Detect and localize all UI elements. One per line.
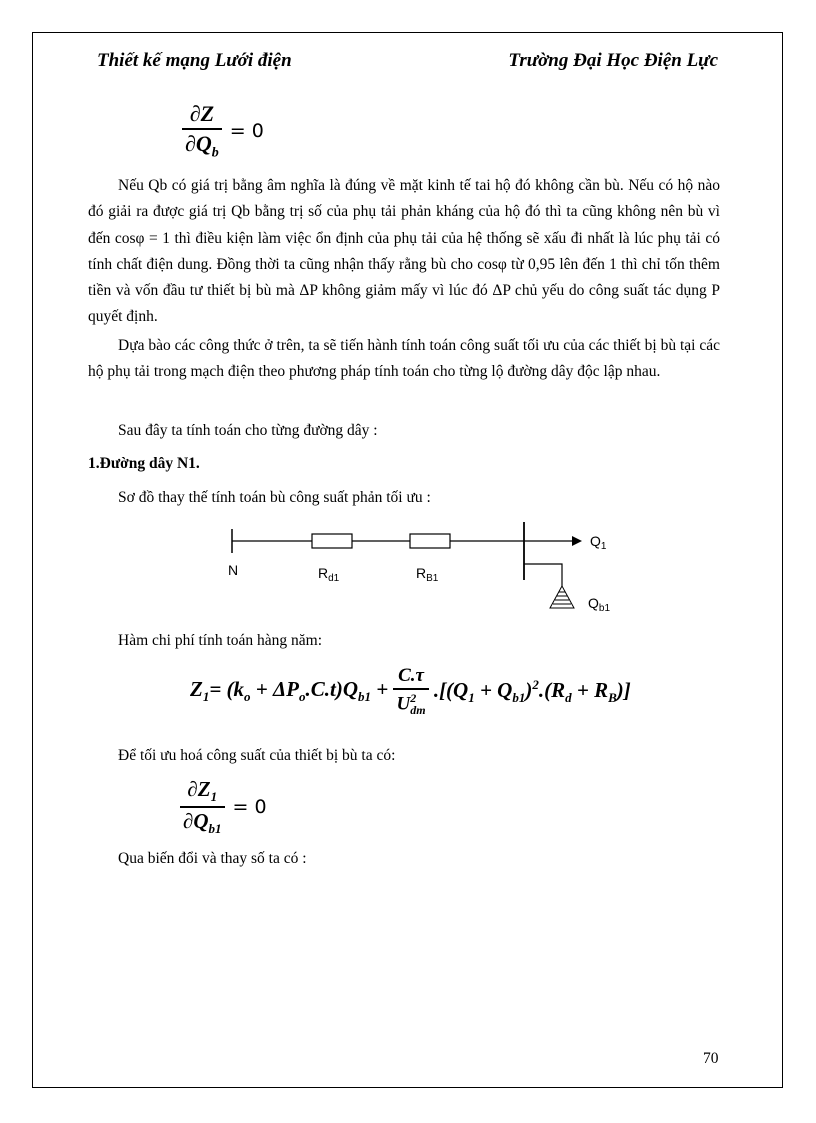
eq-bottom-num-sub: 1	[210, 789, 218, 805]
resistor-rb1	[410, 534, 450, 548]
cost-eq-rd-sub: d	[565, 690, 572, 706]
eq-bottom-denominator: ∂Q	[183, 809, 209, 834]
circuit-diagram	[222, 518, 642, 618]
label-r2: R	[416, 565, 427, 581]
paragraph-1: Nếu Qb có giá trị bằng âm nghĩa là đúng về mặt kinh tế tai hộ đó không cần bù. Nếu có hộ nào đó giải ra được giá trị Qb bằng trị số của phụ tải phản kháng của hộ đó thì ta cũng không nên bù vì đến cosφ = 1 thì điều kiện làm việc ổn định của phụ tải của hệ thống sẽ xấu đi nhất là lúc phụ tải có tính chất điện dung. Đồng thời ta cũng nhận thấy rằng bù cho cosφ từ 0,95 lên đến 1 thì chỉ tốn thêm tiền và vốn đầu tư thiết bị bù mà ΔP không giảm mấy vì lúc đó ΔP chủ yếu do công suất tác dụng P quyết định.	[88, 177, 720, 326]
label-r2-sub: B1	[426, 573, 439, 584]
section-heading: 1.Đường dây N1.	[88, 455, 200, 472]
cost-eq-rplus: + R	[571, 677, 609, 702]
eq-bottom-rhs: = 0	[232, 796, 267, 819]
compensator-triangle-icon	[550, 586, 574, 608]
header-right-title: Trường Đại Học Điện Lực	[508, 50, 718, 71]
svg-text:RB1	[416, 565, 439, 584]
paragraph-6: Để tối ưu hoá công suất của thiết bị bù ta có:	[118, 747, 396, 764]
eq-top-denominator: ∂Q	[185, 131, 212, 156]
eq-top-den-sub: b	[211, 145, 219, 161]
cost-eq-den-sup: 2	[410, 691, 417, 705]
label-qb1: Q	[588, 595, 599, 611]
svg-text:Qb1	[588, 595, 610, 614]
cost-eq-den-sub: dm	[410, 703, 426, 718]
header-left-title: Thiết kế mạng Lưới điện	[97, 50, 292, 71]
eq-bottom-numerator: ∂Z	[187, 777, 211, 801]
cost-eq-part1: = (k	[209, 677, 245, 702]
page-number: 70	[703, 1050, 719, 1067]
cost-eq-k-sub: o	[244, 689, 251, 705]
cost-eq-frac-num: C.τ	[393, 665, 428, 690]
resistor-rd1	[312, 534, 352, 548]
cost-eq-lhs: Z	[190, 677, 203, 702]
label-q1-sub: 1	[600, 541, 607, 552]
cost-eq-plus: + Q	[474, 677, 513, 702]
eq-bottom-den-sub: b1	[208, 821, 222, 837]
label-r1: R	[318, 565, 329, 581]
cost-eq-part2: + ΔP	[250, 677, 300, 702]
eq-top-rhs: = 0	[229, 120, 264, 143]
cost-eq-rb-sub: B	[608, 690, 617, 706]
cost-eq-frac-den: U	[396, 693, 411, 715]
cost-eq-close: )	[525, 677, 533, 702]
cost-eq-q1-sub: 1	[468, 690, 475, 706]
cost-eq-sq: 2	[532, 676, 539, 692]
paragraph-5: Hàm chi phí tính toán hàng năm:	[118, 632, 323, 649]
label-r1-sub: d1	[328, 573, 340, 584]
paragraph-2: Dựa bào các công thức ở trên, ta sẽ tiến hành tính toán công suất tối ưu của các thiết bị bù tại các hộ phụ tải trong mạch điện theo phương pháp tính toán cho từng lộ đường dây độc lập nhau.	[88, 337, 720, 381]
label-qb1-sub: b1	[598, 603, 611, 614]
equation-dz1-dqb1	[180, 777, 267, 837]
cost-eq-p-sub: o	[299, 689, 306, 705]
cost-eq-part3: .C.t)Q	[305, 677, 359, 702]
label-q1: Q	[590, 533, 601, 549]
cost-eq-end: )]	[616, 677, 631, 702]
cost-eq-bracket: .[(Q	[433, 677, 469, 702]
compensator-wire	[524, 564, 562, 586]
output-arrow-icon	[572, 536, 582, 546]
equation-dz-dqb	[182, 101, 264, 161]
paragraph-4: Sơ đồ thay thế tính toán bù công suất phản tối ưu :	[118, 489, 431, 506]
cost-eq-qb-sub: b1	[358, 689, 372, 705]
paragraph-7: Qua biến đổi và thay số ta có :	[118, 850, 307, 867]
cost-eq-lhs-sub: 1	[202, 689, 210, 705]
label-n: N	[228, 562, 239, 578]
svg-text:Rd1	[318, 565, 340, 584]
cost-equation: $Z_1= (k_o + \Delta P_o.C.t)Q_{b1}$ + $\frac{C.\tau}{U^2_{dm}}$ $.[(Q_1 + Q_{b1})^2.(R_d + R_B)]$	[190, 665, 631, 718]
eq-top-numerator: ∂Z	[182, 101, 222, 130]
svg-text:Q1	[590, 533, 607, 552]
paragraph-3: Sau đây ta tính toán cho từng đường dây :	[118, 422, 378, 439]
cost-eq-qb1-sub: b1	[512, 690, 526, 706]
cost-eq-rpart: .(R	[538, 677, 566, 702]
